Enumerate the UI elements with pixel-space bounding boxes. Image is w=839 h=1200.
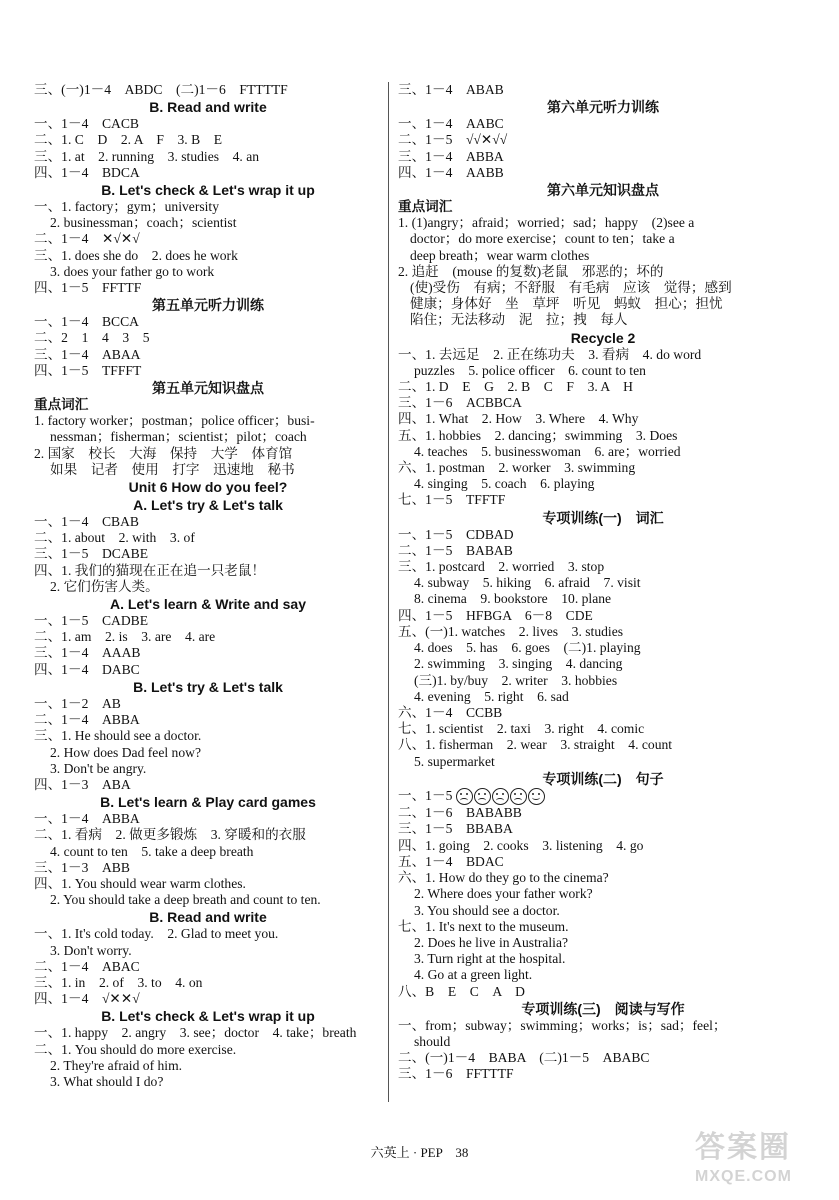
answer-line-continued: 3. Don't be angry.	[50, 760, 147, 776]
section-heading: B. Let's try & Let's talk	[133, 678, 283, 695]
answer-line: 一、1－4 CACB	[34, 116, 139, 132]
answer-line: 一、1. 去远足 2. 正在练功夫 3. 看病 4. do word	[398, 346, 702, 362]
answer-line: 二、1. C D 2. A F 3. B E	[34, 132, 223, 148]
answer-line: 一、1－2 AB	[34, 695, 121, 711]
answer-line-continued: 4. singing 5. coach 6. playing	[414, 476, 595, 492]
answer-line: 三、1－4 ABBA	[398, 148, 504, 164]
section-heading: B. Read and write	[149, 99, 267, 116]
section-heading: B. Read and write	[149, 909, 267, 926]
answer-line: 三、1. He should see a doctor.	[34, 728, 202, 744]
answer-line: 三、1－6 ACBBCA	[398, 395, 522, 411]
answer-line: 2. 国家 校长 大海 保持 大学 体育馆	[34, 445, 293, 461]
answer-line: 一、1. happy 2. angry 3. see；doctor 4. take；breath	[34, 1025, 357, 1041]
section-heading: Recycle 2	[570, 329, 636, 346]
answer-line-continued: 2. How does Dad feel now?	[50, 744, 201, 760]
answer-line-continued: 4. count to ten 5. take a deep breath	[50, 843, 254, 859]
answer-line: 三、1－5 DCABE	[34, 546, 149, 562]
sad-face-icon	[492, 788, 509, 805]
answer-line-continued: (三)1. by/buy 2. writer 3. hobbies	[414, 672, 618, 688]
section-heading: A. Let's try & Let's talk	[133, 497, 283, 514]
answer-line: 五、(一)1. watches 2. lives 3. studies	[398, 623, 624, 639]
answer-line: 三、1－5 BBABA	[398, 821, 513, 837]
answer-line: 五、1. hobbies 2. dancing；swimming 3. Does	[398, 427, 678, 443]
answer-line: 二、(一)1－4 BABA (二)1－5 ABABC	[398, 1050, 650, 1066]
answer-line-continued: 2. 它们伤害人类。	[50, 578, 159, 594]
answer-line: 四、1－4 √✕✕√	[34, 991, 140, 1007]
answer-line: 二、1. about 2. with 3. of	[34, 530, 195, 546]
section-heading: B. Let's check & Let's wrap it up	[101, 1008, 315, 1025]
answer-line: 一、1－4 CBAB	[34, 514, 139, 530]
answer-line: 三、1－3 ABB	[34, 859, 130, 875]
answer-line: 2. 追赶 (mouse 的复数)老鼠 邪恶的；坏的	[398, 263, 664, 279]
answer-line: 四、1. You should wear warm clothes.	[34, 875, 246, 891]
answer-line-continued: 4. evening 5. right 6. sad	[414, 688, 569, 704]
answer-line: 一、1－4 BCCA	[34, 314, 139, 330]
answer-line-continued: 健康；身体好 坐 草坪 听见 蚂蚁 担心；担忧	[410, 296, 723, 312]
answer-line: 一、1－4 ABBA	[34, 811, 140, 827]
answer-line: 二、1－4 ABAC	[34, 958, 140, 974]
section-heading: B. Let's check & Let's wrap it up	[101, 182, 315, 199]
answer-line: 八、B E C A D	[398, 983, 525, 999]
section-heading: B. Let's learn & Play card games	[100, 794, 316, 811]
right-column	[398, 82, 808, 1083]
watermark-logo	[695, 1122, 825, 1192]
section-heading: Unit 6 How do you feel?	[128, 479, 288, 496]
section-heading: 专项训练(三) 阅读与写作	[521, 1000, 685, 1017]
answer-line: 六、1. How do they go to the cinema?	[398, 870, 609, 886]
answer-line: 四、1－4 DABC	[34, 661, 140, 677]
answer-line-continued: 2. You should take a deep breath and count to ten.	[50, 892, 321, 908]
faces-answer-line	[398, 788, 808, 806]
answer-line: 七、1－5 TFFTF	[398, 492, 506, 508]
answer-line-continued: (使)受伤 有病；不舒服 有毛病 应该 觉得；感到	[410, 280, 732, 296]
answer-line-continued: 陷住；无法移动 泥 拉；拽 每人	[410, 312, 628, 328]
vocab-label: 重点词汇	[34, 397, 89, 413]
answer-line: 四、1－5 HFBGA 6－8 CDE	[398, 607, 593, 623]
answer-line-continued: 2. Where does your father work?	[414, 886, 593, 902]
answer-line-continued: doctor；do more exercise；count to ten；take a	[410, 231, 675, 247]
answer-line: 一、from；subway；swimming；works；is；sad；feel；	[398, 1017, 727, 1033]
answer-line: 二、1. D E G 2. B C F 3. A H	[398, 379, 633, 395]
answer-line: 四、1－5 TFFFT	[34, 362, 142, 378]
sad-face-icon	[510, 788, 527, 805]
answer-line: 1. (1)angry；afraid；worried；sad；happy (2)see a	[398, 215, 695, 231]
answer-line: 三、1. postcard 2. worried 3. stop	[398, 559, 605, 575]
section-heading: A. Let's learn & Write and say	[109, 596, 307, 613]
answer-line-continued: 4. subway 5. hiking 6. afraid 7. visit	[414, 575, 641, 591]
answer-line: 三、1－6 FFTTTF	[398, 1066, 514, 1082]
answer-line-continued: 3. does your father go to work	[50, 263, 215, 279]
answer-line: 三、1. at 2. running 3. studies 4. an	[34, 148, 260, 164]
answer-line: 四、1. What 2. How 3. Where 4. Why	[398, 411, 639, 427]
watermark-url: MXQE.COM	[695, 1168, 792, 1185]
answer-line: 七、1. scientist 2. taxi 3. right 4. comic	[398, 721, 645, 737]
answer-line: 六、1. postman 2. worker 3. swimming	[398, 460, 636, 476]
answer-line-continued: 3. Don't worry.	[50, 942, 132, 958]
answer-line-continued: 5. supermarket	[414, 753, 495, 769]
answer-line: 一、1－5 CADBE	[34, 613, 149, 629]
answer-line-continued: 2. businessman；coach；scientist	[50, 215, 237, 231]
answer-line: 二、1－4 ✕√✕√	[34, 231, 140, 247]
section-heading: 第六单元听力训练	[547, 99, 659, 116]
vocab-label: 重点词汇	[398, 199, 453, 215]
answer-line-continued: 4. Go at a green light.	[414, 967, 533, 983]
answer-line: 二、1－5 √√✕√√	[398, 132, 508, 148]
section-heading: 专项训练(一) 词汇	[542, 509, 664, 526]
answer-line-continued: 8. cinema 9. bookstore 10. plane	[414, 591, 612, 607]
answer-line: 一、1－4 AABC	[398, 116, 504, 132]
answer-line: 七、1. It's next to the museum.	[398, 918, 569, 934]
faces-group	[456, 788, 546, 805]
answer-line-continued: 4. does 5. has 6. goes (二)1. playing	[414, 640, 641, 656]
answer-line: 三、(一)1－4 ABDC (二)1－6 FTTTTF	[34, 82, 288, 97]
page-footer: 六英上 · PEP 38	[370, 1145, 469, 1160]
watermark-title: 答案圈	[695, 1131, 791, 1164]
answer-line: 四、1. going 2. cooks 3. listening 4. go	[398, 837, 644, 853]
answer-line: 三、1. does she do 2. does he work	[34, 247, 238, 263]
section-heading: 第六单元知识盘点	[547, 182, 659, 199]
answer-line: 一、1－5 CDBAD	[398, 526, 514, 542]
answer-line-continued: deep breath；wear warm clothes	[410, 247, 590, 263]
answer-line: 二、1－4 ABBA	[34, 712, 140, 728]
answer-line: 四、1－5 FFTTF	[34, 280, 142, 296]
answer-line-continued: 2. They're afraid of him.	[50, 1057, 183, 1073]
left-column	[34, 82, 382, 1090]
answer-line-continued: 2. Does he live in Australia?	[414, 934, 569, 950]
answer-line: 三、1－4 AAAB	[34, 645, 141, 661]
answer-line: 一、1. It's cold today. 2. Glad to meet you.	[34, 926, 279, 942]
answer-line-continued: 4. teaches 5. businesswoman 6. are；worried	[414, 443, 681, 459]
sad-face-icon	[474, 788, 491, 805]
answer-line-continued: 3. You should see a doctor.	[414, 902, 560, 918]
answer-line-continued: nessman；fisherman；scientist；pilot；coach	[50, 429, 307, 445]
answer-line: 二、1－5 BABAB	[398, 542, 513, 558]
answer-line: 三、1－4 ABAA	[34, 346, 141, 362]
section-heading: 第五单元知识盘点	[152, 380, 264, 397]
answer-line: 二、1. 看病 2. 做更多锻炼 3. 穿暖和的衣服	[34, 827, 306, 843]
answer-line-continued: 3. Turn right at the hospital.	[414, 951, 566, 967]
answer-line: 四、1－4 BDCA	[34, 164, 140, 180]
answer-line: 八、1. fisherman 2. wear 3. straight 4. count	[398, 737, 673, 753]
answer-line: 三、1－4 ABAB	[398, 82, 504, 97]
answer-line: 一、1. factory；gym；university	[34, 199, 219, 215]
answer-line: 二、1. You should do more exercise.	[34, 1041, 237, 1057]
answer-line: 三、1. in 2. of 3. to 4. on	[34, 974, 203, 990]
answer-line: 六、1－4 CCBB	[398, 704, 503, 720]
answer-line: 四、1－3 ABA	[34, 776, 131, 792]
section-heading: 专项训练(二) 句子	[542, 770, 664, 787]
column-divider	[388, 82, 389, 1102]
answer-line: 二、1－6 BABABB	[398, 805, 522, 821]
answer-line: 四、1－4 AABB	[398, 164, 504, 180]
answer-line-continued: 如果 记者 使用 打字 迅速地 秘书	[50, 461, 295, 477]
answer-line-continued: 3. What should I do?	[50, 1073, 164, 1089]
happy-face-icon	[528, 788, 545, 805]
answer-line-continued: puzzles 5. police officer 6. count to ten	[414, 362, 646, 378]
answer-line: 二、1. am 2. is 3. are 4. are	[34, 629, 216, 645]
faces-prefix: 一、1－5	[398, 787, 453, 803]
answer-line: 四、1. 我们的猫现在正在追一只老鼠！	[34, 562, 266, 578]
answer-line-continued: should	[414, 1033, 451, 1049]
section-heading: 第五单元听力训练	[152, 297, 264, 314]
answer-line-continued: 2. swimming 3. singing 4. dancing	[414, 656, 623, 672]
answer-line: 二、2 1 4 3 5	[34, 330, 150, 346]
answer-line: 1. factory worker；postman；police officer；busi-	[34, 413, 315, 429]
sad-face-icon	[456, 788, 473, 805]
answer-line: 五、1－4 BDAC	[398, 853, 504, 869]
